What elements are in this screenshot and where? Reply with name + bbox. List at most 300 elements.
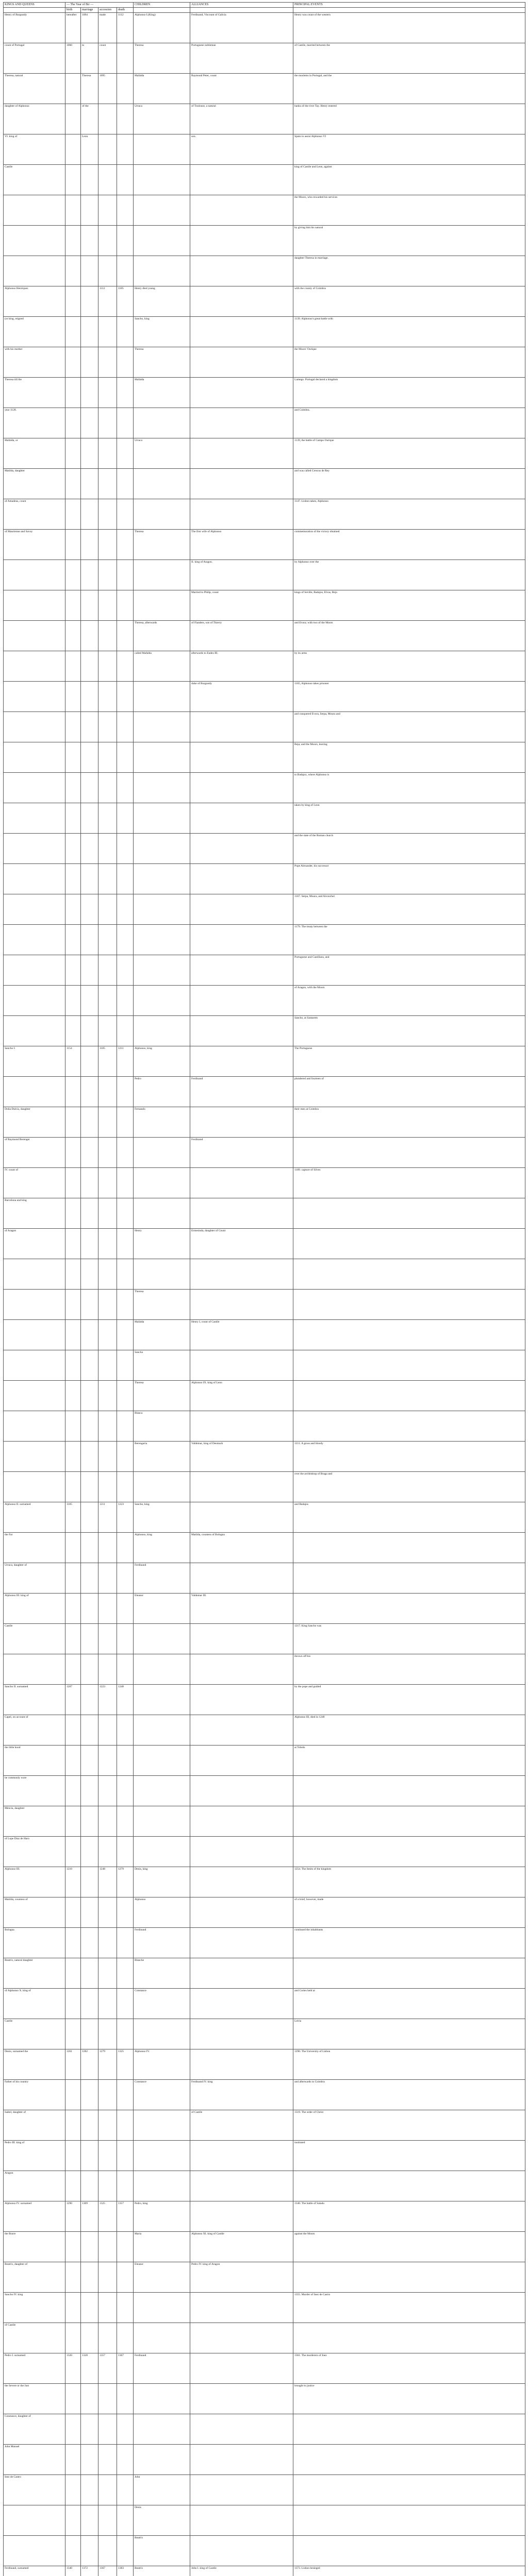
birth-cell (65, 347, 81, 378)
birth-cell (65, 2414, 81, 2445)
king-cell: Sancho II. surnamed (4, 1685, 65, 1715)
table-row (4, 104, 525, 134)
table-row (4, 1046, 525, 1077)
alliance-cell (190, 226, 293, 256)
alliance-cell (190, 2414, 293, 2445)
king-cell: Sancho IV. king (4, 2293, 65, 2323)
death-cell (117, 1198, 134, 1229)
table-row (4, 560, 525, 590)
table-row (4, 2293, 525, 2323)
marriage-cell (81, 1563, 98, 1594)
children-cell (134, 1776, 190, 1806)
table-row (4, 1502, 525, 1533)
accession-cell (98, 134, 117, 165)
birth-cell (65, 1229, 81, 1259)
marriage-cell (81, 408, 98, 438)
children-cell (134, 469, 190, 499)
death-cell (117, 2414, 134, 2445)
children-cell (134, 195, 190, 226)
birth-cell (65, 651, 81, 682)
event-cell: 1290. The University of Lisbon (293, 2049, 525, 2080)
event-cell: Portuguese and Castilians, and (293, 955, 525, 986)
death-cell (117, 1077, 134, 1107)
birth-cell (65, 1472, 81, 1502)
accession-cell (98, 712, 117, 742)
children-cell (134, 1715, 190, 1745)
accession-cell: 1248 (98, 1867, 117, 1897)
children-cell (134, 134, 190, 165)
event-cell: by its arms (293, 651, 525, 682)
table-row (4, 1837, 525, 1867)
birth-cell (65, 1928, 81, 1958)
birth-cell (65, 1533, 81, 1563)
event-cell: 1147. Lisbon taken, Alphonso (293, 499, 525, 530)
king-cell: of Aragon (4, 1229, 65, 1259)
table-row (4, 1320, 525, 1350)
marriage-cell (81, 986, 98, 1016)
accession-cell (98, 438, 117, 469)
children-cell (134, 590, 190, 621)
children-cell: Henry died young (134, 286, 190, 317)
birth-cell (65, 682, 81, 712)
table-row (4, 378, 525, 408)
table-row (4, 195, 525, 226)
birth-cell (65, 1381, 81, 1411)
accession-cell: 1211 (98, 1502, 117, 1533)
accession-cell: count (98, 43, 117, 74)
alliance-cell (190, 1259, 293, 1290)
birth-cell (65, 894, 81, 925)
accession-cell (98, 560, 117, 590)
alliance-cell (190, 469, 293, 499)
death-cell: 1223 (117, 1502, 134, 1533)
children-cell: Mafalda (134, 1320, 190, 1350)
alliance-cell (190, 2505, 293, 2536)
children-cell: Theresa (134, 43, 190, 74)
header-year: — The Year of Bir — (65, 3, 134, 8)
table-header-row (4, 3, 525, 8)
table-row (4, 2505, 525, 2536)
event-cell (293, 1320, 525, 1350)
children-cell: Sancha (134, 1350, 190, 1381)
alliance-cell (190, 1290, 293, 1320)
table-row (4, 1138, 525, 1168)
table-row (4, 1867, 525, 1897)
king-cell (4, 621, 65, 651)
children-cell: Theresa (134, 530, 190, 560)
event-cell: Sancho, at Santarem (293, 1016, 525, 1046)
birth-cell (65, 1320, 81, 1350)
children-cell (134, 1624, 190, 1654)
event-cell (293, 1381, 525, 1411)
accession-cell (98, 1077, 117, 1107)
children-cell (134, 226, 190, 256)
accession-cell (98, 1411, 117, 1442)
event-cell: over the archbishop of Braga and (293, 1472, 525, 1502)
event-cell: 1165, Alphonso takes prisoner (293, 682, 525, 712)
birth-cell: 1340 (65, 2566, 81, 2576)
alliance-cell: duke of Burgundy (190, 682, 293, 712)
marriage-cell (81, 1928, 98, 1958)
king-cell (4, 803, 65, 834)
accession-cell (98, 2475, 117, 2505)
birth-cell (65, 2232, 81, 2262)
birth-cell (65, 438, 81, 469)
birth-cell: 1210 (65, 1867, 81, 1897)
marriage-cell (81, 894, 98, 925)
marriage-cell (81, 347, 98, 378)
table-row (4, 226, 525, 256)
table-row (4, 165, 525, 195)
accession-cell (98, 2505, 117, 2536)
birth-cell (65, 986, 81, 1016)
subheader-death: death (117, 8, 134, 13)
table-row (4, 986, 525, 1016)
event-cell (293, 2536, 525, 2566)
marriage-cell (81, 438, 98, 469)
birth-cell (65, 499, 81, 530)
table-row (4, 1958, 525, 1989)
birth-cell (65, 621, 81, 651)
alliance-cell: Alphonso XI. king of Castile (190, 2232, 293, 2262)
alliance-cell (190, 1016, 293, 1046)
alliance-cell (190, 925, 293, 955)
marriage-cell (81, 803, 98, 834)
king-cell (4, 925, 65, 955)
event-cell: plundered and fourteen of (293, 1077, 525, 1107)
event-cell: against the Moors (293, 2232, 525, 2262)
event-cell (293, 2171, 525, 2201)
accession-cell (98, 2171, 117, 2201)
birth-cell (65, 317, 81, 347)
event-cell: The Portuguese (293, 1046, 525, 1077)
accession-cell (98, 469, 117, 499)
marriage-cell (81, 195, 98, 226)
marriage-cell (81, 1837, 98, 1867)
accession-cell (98, 1745, 117, 1776)
children-cell (134, 2323, 190, 2353)
death-cell (117, 1989, 134, 2019)
marriage-cell (81, 621, 98, 651)
event-cell (293, 1259, 525, 1290)
accession-cell (98, 742, 117, 773)
event-cell: banks of the river Tay. Henry entered (293, 104, 525, 134)
king-cell (4, 1654, 65, 1685)
children-cell (134, 1837, 190, 1867)
death-cell (117, 2475, 134, 2505)
king-cell: the Fat (4, 1533, 65, 1563)
king-cell (4, 834, 65, 864)
king-cell: Ferdinand, surnamed (4, 2566, 65, 2576)
accession-cell: made (98, 13, 117, 43)
children-cell: Eleanor (134, 2262, 190, 2293)
king-cell: John Manuel (4, 2445, 65, 2475)
subheader-blank (134, 8, 190, 13)
table-row (4, 621, 525, 651)
table-row (4, 347, 525, 378)
children-cell (134, 256, 190, 286)
death-cell (117, 1745, 134, 1776)
alliance-cell (190, 2171, 293, 2201)
marriage-cell (81, 1290, 98, 1320)
marriage-cell (81, 226, 98, 256)
birth-cell (65, 1745, 81, 1776)
marriage-cell (81, 165, 98, 195)
alliance-cell (190, 1563, 293, 1594)
alliance-cell (190, 1897, 293, 1928)
event-cell: 1139. Alphonso's great battle with (293, 317, 525, 347)
children-cell: Sancho, king (134, 1502, 190, 1533)
king-cell: of Amadeus, count (4, 499, 65, 530)
table-row (4, 1016, 525, 1046)
children-cell: Urraca (134, 438, 190, 469)
king-cell: Henry of Burgundy (4, 13, 65, 43)
marriage-cell: 1094 (81, 13, 98, 43)
alliance-cell (190, 1928, 293, 1958)
children-cell: Theresa (134, 347, 190, 378)
event-cell (293, 1776, 525, 1806)
birth-cell (65, 1624, 81, 1654)
event-cell (293, 2475, 525, 2505)
birth-cell (65, 2323, 81, 2353)
marriage-cell (81, 2110, 98, 2141)
table-row (4, 13, 525, 43)
birth-cell (65, 1198, 81, 1229)
table-row (4, 43, 525, 74)
death-cell (117, 986, 134, 1016)
event-cell: and Coimbra. (293, 408, 525, 438)
birth-cell (65, 1654, 81, 1685)
marriage-cell: 1282 (81, 2049, 98, 2080)
marriage-cell (81, 1472, 98, 1502)
king-cell (4, 894, 65, 925)
event-cell: 1167. Serpa, Moura, and Alconchel (293, 894, 525, 925)
marriage-cell (81, 499, 98, 530)
marriage-cell (81, 2019, 98, 2049)
alliance-cell (190, 1350, 293, 1381)
accession-cell (98, 1198, 117, 1229)
accession-cell (98, 803, 117, 834)
accession-cell (98, 1320, 117, 1350)
accession-cell: 1185 (98, 1046, 117, 1077)
event-cell: 1254. The limits of the kingdom (293, 1867, 525, 1897)
accession-cell (98, 955, 117, 986)
table-row (4, 1259, 525, 1290)
death-cell (117, 2445, 134, 2475)
children-cell (134, 1168, 190, 1198)
marriage-cell (81, 1867, 98, 1897)
alliance-cell: Valdemar III. (190, 1594, 293, 1624)
birth-cell (65, 378, 81, 408)
event-cell: and was called Crescus de Rey (293, 469, 525, 499)
table-row (4, 1198, 525, 1229)
birth-cell (65, 286, 81, 317)
children-cell: Pedro (134, 1077, 190, 1107)
subheader-marriage: marriage (81, 8, 98, 13)
alliance-cell: Valdemar, king of Denmark (190, 1442, 293, 1472)
children-cell: Beatrix (134, 2566, 190, 2576)
king-cell: Aragon (4, 2171, 65, 2201)
birth-cell (65, 256, 81, 286)
marriage-cell (81, 1958, 98, 1989)
death-cell (117, 1320, 134, 1350)
subheader-blank (293, 8, 525, 13)
table-row (4, 651, 525, 682)
death-cell (117, 1381, 134, 1411)
king-cell (4, 1350, 65, 1381)
death-cell (117, 1411, 134, 1442)
accession-cell (98, 621, 117, 651)
alliance-cell (190, 1776, 293, 1806)
accession-cell (98, 2232, 117, 2262)
table-row (4, 2110, 525, 2141)
event-cell: thrown off his (293, 1654, 525, 1685)
marriage-cell: 1309 (81, 2201, 98, 2232)
children-cell: Sancho, king (134, 317, 190, 347)
marriage-cell (81, 256, 98, 286)
marriage-cell (81, 682, 98, 712)
accession-cell (98, 1897, 117, 1928)
marriage-cell (81, 469, 98, 499)
death-cell (117, 651, 134, 682)
marriage-cell (81, 530, 98, 560)
marriage-cell (81, 1624, 98, 1654)
alliance-cell (190, 2384, 293, 2414)
children-cell: Alphonso IV. (134, 2049, 190, 2080)
birth-cell (65, 1715, 81, 1745)
event-cell: and Cortes held at (293, 1989, 525, 2019)
accession-cell (98, 2262, 117, 2293)
birth-cell (65, 74, 81, 104)
event-cell (293, 2262, 525, 2293)
table-subheader-row (4, 8, 525, 13)
king-cell (4, 1077, 65, 1107)
children-cell (134, 834, 190, 864)
king-cell: Barcelona and king (4, 1198, 65, 1229)
marriage-cell (81, 286, 98, 317)
children-cell: Alphonso, king (134, 1046, 190, 1077)
king-cell: count of Portugal (4, 43, 65, 74)
birth-cell (65, 2262, 81, 2293)
death-cell (117, 438, 134, 469)
accession-cell (98, 1229, 117, 1259)
alliance-cell (190, 2536, 293, 2566)
children-cell: Blanca (134, 1411, 190, 1442)
marriage-cell (81, 2232, 98, 2262)
king-cell: of Raymond Berenger (4, 1138, 65, 1168)
event-cell: 1179. The treaty between the (293, 925, 525, 955)
king-cell: Sancho I. (4, 1046, 65, 1077)
marriage-cell (81, 2384, 98, 2414)
birth-cell (65, 195, 81, 226)
children-cell: Mafalda (134, 378, 190, 408)
alliance-cell: John I. king of Castile (190, 2566, 293, 2576)
children-cell: John (134, 2475, 190, 2505)
death-cell (117, 682, 134, 712)
alliance-cell (190, 1715, 293, 1745)
event-cell: taken by king of Leon (293, 803, 525, 834)
death-cell (117, 2384, 134, 2414)
marriage-cell (81, 1594, 98, 1624)
birth-cell: 1320 (65, 2353, 81, 2384)
king-cell (4, 712, 65, 742)
event-cell (293, 1290, 525, 1320)
death-cell (117, 2536, 134, 2566)
alliance-cell: Ferdinand, Viscount of Galicia (190, 13, 293, 43)
table-row (4, 1594, 525, 1624)
king-cell: Denis, surnamed the (4, 2049, 65, 2080)
king-cell: Theresa till the (4, 378, 65, 408)
birth-cell (65, 803, 81, 834)
children-cell (134, 408, 190, 438)
table-row (4, 2049, 525, 2080)
table-row (4, 834, 525, 864)
king-cell: Father of his country (4, 2080, 65, 2110)
birth-cell: 1290 (65, 2201, 81, 2232)
death-cell (117, 1168, 134, 1198)
king-cell: Capel, on account of (4, 1715, 65, 1745)
death-cell (117, 1350, 134, 1381)
king-cell: Matilda, countess of (4, 1897, 65, 1928)
death-cell (117, 1928, 134, 1958)
death-cell (117, 347, 134, 378)
alliance-cell (190, 286, 293, 317)
table-row (4, 2201, 525, 2232)
birth-cell (65, 2445, 81, 2475)
alliance-cell (190, 1472, 293, 1502)
table-row (4, 1715, 525, 1745)
king-cell: Castile (4, 165, 65, 195)
birth-cell (65, 742, 81, 773)
event-cell: Beja; and the Moors, leaving (293, 742, 525, 773)
birth-cell: 1154 (65, 1046, 81, 1077)
accession-cell (98, 499, 117, 530)
event-cell: Leiria (293, 2019, 525, 2049)
king-cell: of Alphonso X. king of (4, 1989, 65, 2019)
event-cell: and conquered Evora, Serpa, Moura and (293, 712, 525, 742)
death-cell (117, 2110, 134, 2141)
event-cell: of a brief, however, made (293, 1897, 525, 1928)
marriage-cell (81, 1502, 98, 1533)
king-cell: Castile (4, 1624, 65, 1654)
accession-cell (98, 773, 117, 803)
alliance-cell (190, 499, 293, 530)
alliance-cell (190, 1867, 293, 1897)
event-cell: 1189. capture of Silves (293, 1168, 525, 1198)
accession-cell (98, 651, 117, 682)
event-cell: and afterwards to Coimbra (293, 2080, 525, 2110)
birth-cell (65, 1442, 81, 1472)
table-row (4, 499, 525, 530)
accession-cell (98, 104, 117, 134)
table-row (4, 1472, 525, 1502)
birth-cell (65, 226, 81, 256)
birth-cell (65, 2384, 81, 2414)
alliance-cell: Pedro IV. king of Aragon (190, 2262, 293, 2293)
event-cell: continued the inhabitants (293, 1928, 525, 1958)
alliance-cell (190, 1046, 293, 1077)
death-cell (117, 134, 134, 165)
death-cell (117, 378, 134, 408)
children-cell: Alphonso, king (134, 1533, 190, 1563)
subheader-blank (190, 8, 293, 13)
death-cell (117, 621, 134, 651)
birth-cell (65, 1958, 81, 1989)
table-row (4, 1350, 525, 1381)
accession-cell (98, 226, 117, 256)
death-cell (117, 1016, 134, 1046)
table-row (4, 134, 525, 165)
